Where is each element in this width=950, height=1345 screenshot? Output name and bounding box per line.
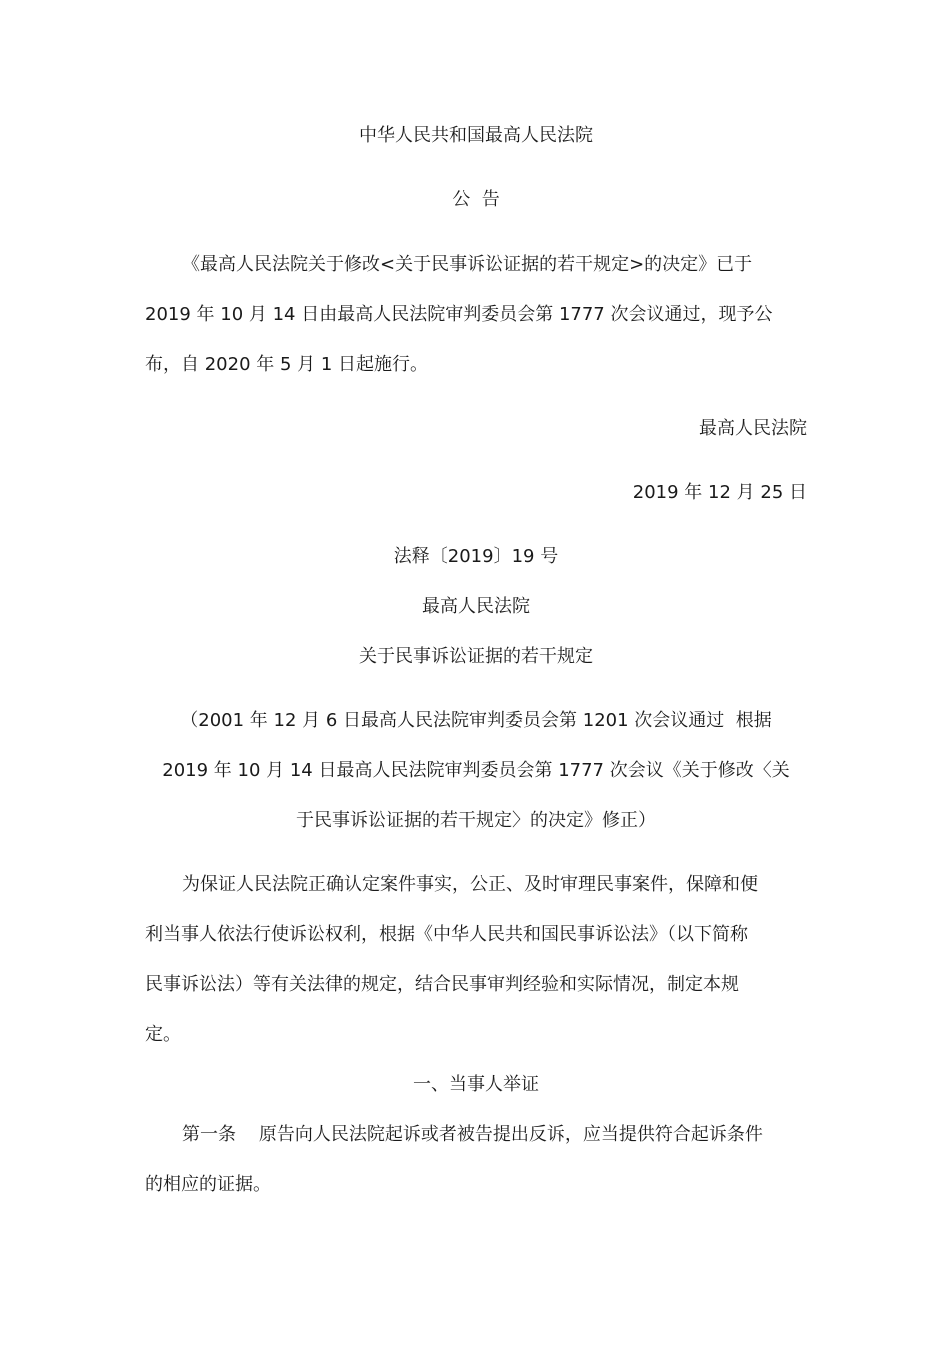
history-line: （2001 年 12 月 6 日最高人民法院审判委员会第 1201 次会议通过 根据 — [180, 710, 772, 731]
article-line: 的相应的证据。 — [145, 1174, 271, 1195]
preamble-line: 利当事人依法行使诉讼权利，根据《中华人民共和国民事诉讼法》（以下简称 — [145, 924, 748, 945]
history-line: 于民事诉讼证据的若干规定〉的决定》修正） — [296, 810, 656, 831]
preamble-line: 民事诉讼法）等有关法律的规定，结合民事审判经验和实际情况，制定本规 — [145, 974, 739, 995]
announcement-date: 2019 年 12 月 25 日 — [632, 482, 807, 503]
signature: 最高人民法院 — [699, 418, 807, 439]
announcement-line: 布，自 2020 年 5 月 1 日起施行。 — [145, 354, 429, 375]
regulation-title: 关于民事诉讼证据的若干规定 — [359, 646, 593, 667]
article-line: 第一条 原告向人民法院起诉或者被告提出反诉，应当提供符合起诉条件 — [182, 1124, 763, 1145]
announcement-line: 2019 年 10 月 14 日由最高人民法院审判委员会第 1777 次会议通过，现予公 — [145, 304, 773, 325]
announcement-line: 《最高人民法院关于修改<关于民事诉讼证据的若干规定>的决定》已于 — [182, 254, 753, 275]
history-line: 2019 年 10 月 14 日最高人民法院审判委员会第 1777 次会议《关于修改〈关 — [162, 760, 790, 781]
document-number: 法释〔2019〕19 号 — [393, 546, 559, 567]
court-name: 最高人民法院 — [422, 596, 530, 617]
preamble-line: 定。 — [145, 1024, 181, 1045]
preamble-line: 为保证人民法院正确认定案件事实，公正、及时审理民事案件，保障和便 — [182, 874, 758, 895]
notice-title: 公 告 — [452, 189, 500, 210]
issuer-heading: 中华人民共和国最高人民法院 — [359, 125, 593, 146]
section-heading: 一、当事人举证 — [413, 1074, 539, 1095]
